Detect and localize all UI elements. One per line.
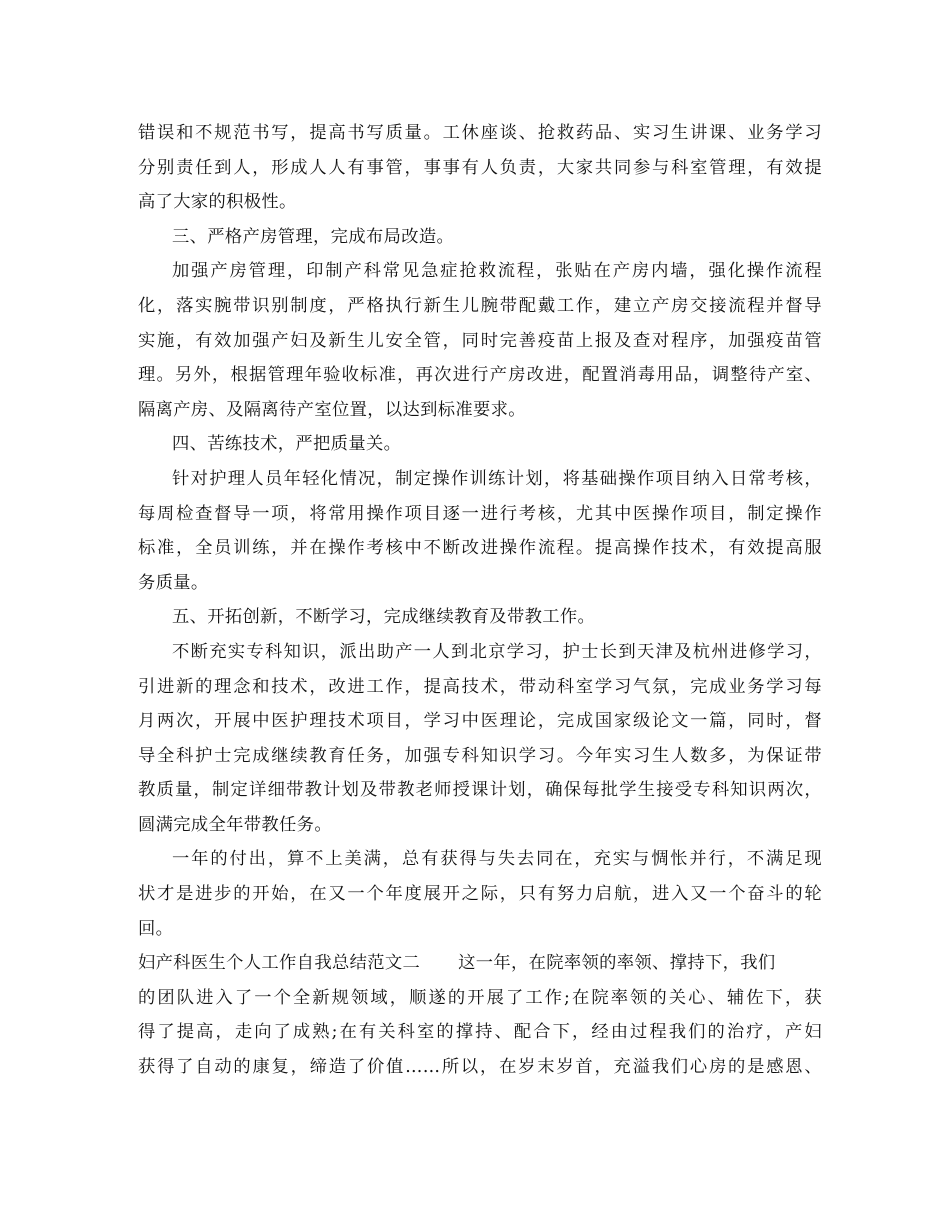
text-line: 导全科护士完成继续教育任务，加强专科知识学习。今年实习生人数多，为保证带 bbox=[138, 745, 822, 766]
text-line: 错误和不规范书写，提高书写质量。工休座谈、抢救药品、实习生讲课、业务学习 bbox=[138, 123, 822, 143]
text-line: 分别责任到人，形成人人有事管，事事有人负责，大家共同参与科室管理，有效提 bbox=[138, 157, 822, 178]
section-heading: 三、严格产房管理，完成布局改造。 bbox=[172, 226, 455, 247]
text-line: 每周检查督导一项，将常用操作项目逐一进行考核，尤其中医操作项目，制定操作 bbox=[138, 503, 822, 524]
text-line: 实施，有效加强产妇及新生儿安全管，同时完善疫苗上报及查对程序，加强疫苗管 bbox=[138, 330, 822, 351]
text-line: 加强产房管理，印制产科常见急症抢救流程，张贴在产房内墙，强化操作流程 bbox=[172, 261, 822, 282]
text-line: 的团队进入了一个全新规领域，顺遂的开展了工作;在院率领的关心、辅佐下，获 bbox=[138, 987, 822, 1008]
section-heading: 五、开拓创新，不断学习，完成继续教育及带教工作。 bbox=[172, 607, 596, 628]
text-line: 这一年，在院率领的率领、撑持下，我们 bbox=[458, 953, 776, 974]
section-heading: 四、苦练技术，严把质量关。 bbox=[172, 434, 402, 455]
text-line: 隔离产房、及隔离待产室位置，以达到标准要求。 bbox=[138, 399, 526, 420]
text-line: 标准，全员训练，并在操作考核中不断改进操作流程。提高操作技术，有效提高服 bbox=[138, 538, 822, 559]
text-line: 月两次，开展中医护理技术项目，学习中医理论，完成国家级论文一篇，同时，督 bbox=[138, 711, 822, 732]
text-line: 得了提高，走向了成熟;在有关科室的撑持、配合下，经由过程我们的治疗，产妇 bbox=[138, 1022, 822, 1043]
title-line bbox=[138, 946, 822, 981]
text-line: 获得了自动的康复，缔造了价值……所以，在岁末岁首，充溢我们心房的是感恩、 bbox=[138, 1057, 822, 1078]
text-line: 一年的付出，算不上美满，总有获得与失去同在，充实与惆怅并行，不满足现 bbox=[172, 849, 822, 870]
text-line: 引进新的理念和技术，改进工作，提高技术，带动科室学习气氛，完成业务学习每 bbox=[138, 676, 822, 697]
text-line: 圆满完成全年带教任务。 bbox=[138, 814, 332, 835]
text-line: 不断充实专科知识，派出助产一人到北京学习，护士长到天津及杭州进修学习， bbox=[172, 641, 822, 662]
text-line: 教质量，制定详细带教计划及带教老师授课计划，确保每批学生接受专科知识两次， bbox=[138, 780, 822, 801]
text-line: 回。 bbox=[138, 918, 174, 939]
document-body bbox=[138, 116, 822, 1085]
document-title: 妇产科医生个人工作自我总结范文二 bbox=[138, 953, 421, 974]
text-line: 理。另外，根据管理年验收标准，再次进行产房改进，配置消毒用品，调整待产室、 bbox=[138, 365, 822, 386]
text-line: 针对护理人员年轻化情况，制定操作训练计划，将基础操作项目纳入日常考核， bbox=[172, 468, 822, 489]
text-line: 状才是进步的开始，在又一个年度展开之际，只有努力启航，进入又一个奋斗的轮 bbox=[138, 884, 822, 905]
text-line: 高了大家的积极性。 bbox=[138, 192, 297, 213]
text-line: 务质量。 bbox=[138, 572, 209, 593]
text-line: 化，落实腕带识别制度，严格执行新生儿腕带配戴工作，建立产房交接流程并督导 bbox=[138, 295, 822, 316]
